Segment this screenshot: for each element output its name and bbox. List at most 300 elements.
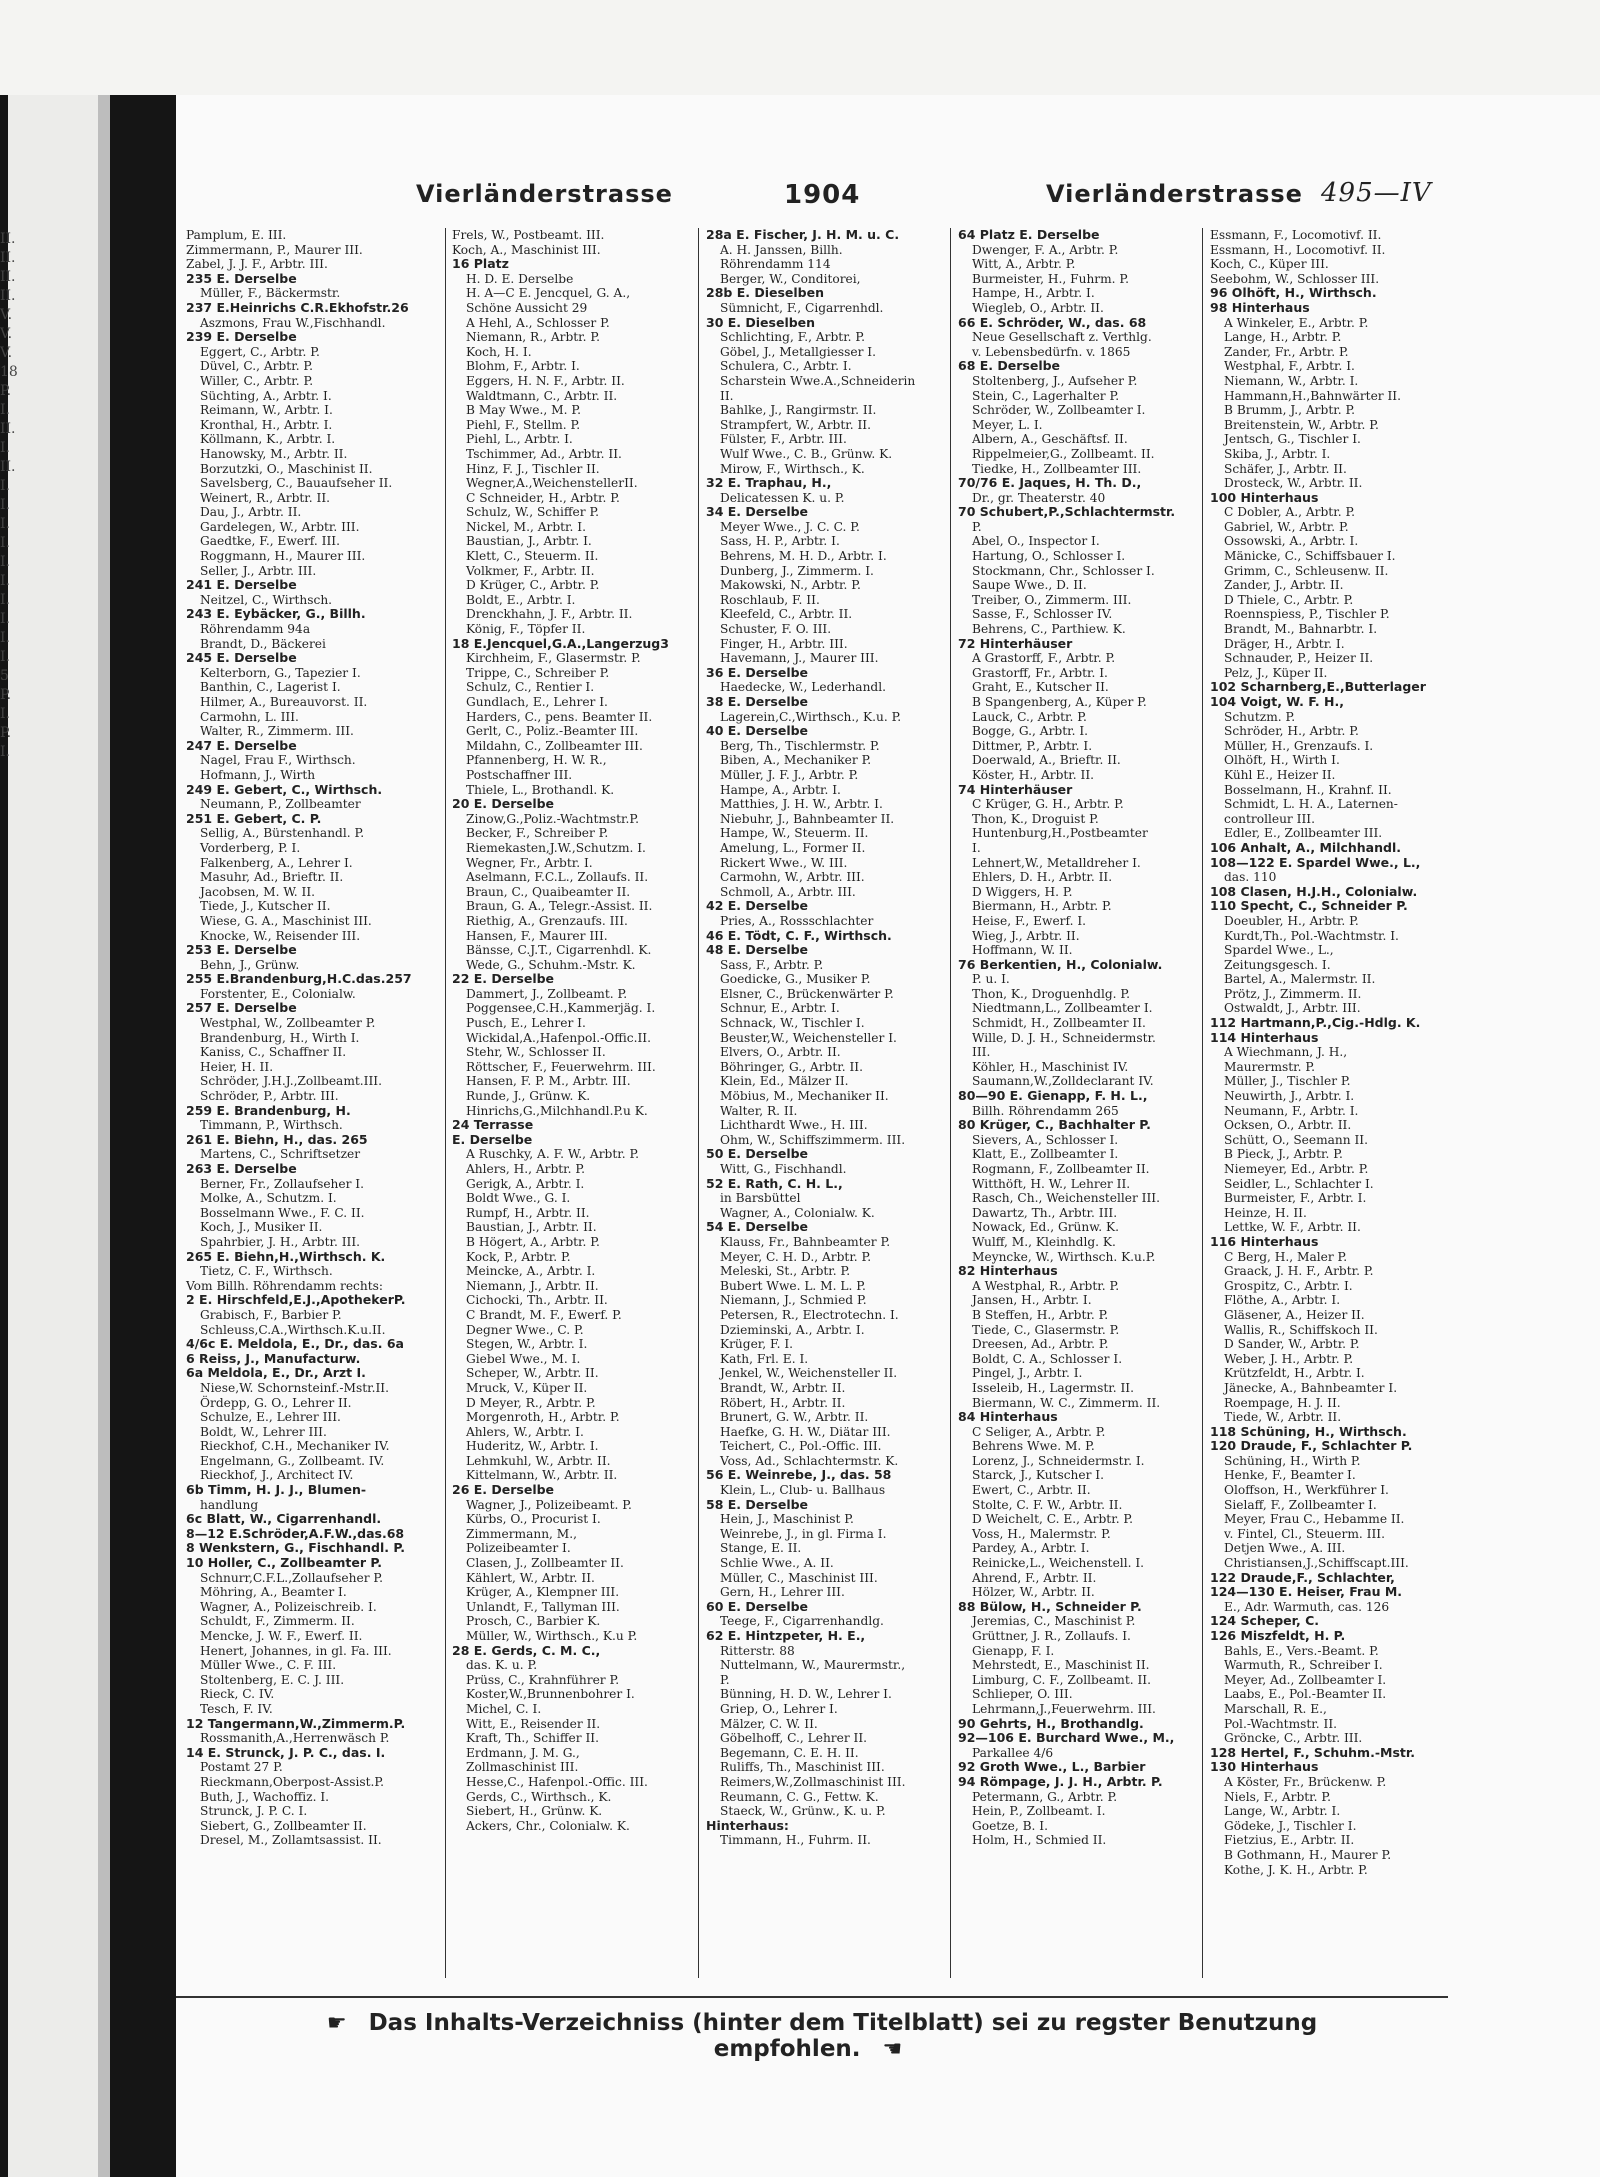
margin-mark: I. (0, 554, 10, 570)
resident-entry: Burmeister, F., Arbtr. I. (1224, 1191, 1367, 1206)
column-divider (445, 228, 446, 1978)
resident-entry: Bünning, H. D. W., Lehrer I. (720, 1687, 892, 1702)
resident-entry: Behn, J., Grünw. (200, 957, 300, 972)
resident-entry: Haedecke, W., Lederhandl. (720, 680, 886, 695)
resident-entry: Gern, H., Lehrer III. (720, 1585, 845, 1600)
resident-entry: B Gothmann, H., Maurer P. (1224, 1847, 1392, 1862)
address-heading: 34 E. Derselbe (706, 504, 809, 520)
resident-entry: Ewert, C., Arbtr. II. (972, 1483, 1091, 1498)
resident-entry: Grospitz, C., Arbtr. I. (1224, 1278, 1353, 1293)
column-4 (958, 227, 1176, 1978)
resident-entry: Schnack, W., Tischler I. (720, 1016, 865, 1031)
page-header (416, 180, 1436, 214)
resident-entry: Hampe, W., Steuerm. II. (720, 826, 869, 841)
resident-entry: Prosch, C., Barbier K. (466, 1614, 601, 1629)
resident-entry: Wegner,A.,WeichenstellerII. (466, 476, 638, 491)
resident-entry: Walter, R., Zimmerm. III. (200, 724, 354, 739)
pointing-hand-left-icon: ☚ (882, 2037, 903, 2062)
resident-entry: Ocksen, O., Arbtr. II. (1224, 1118, 1352, 1133)
resident-entry: Boldt, C. A., Schlosser I. (972, 1351, 1123, 1366)
resident-entry: das. K. u. P. (466, 1658, 538, 1673)
resident-entry: Lehrmann,J.,Feuerwehrm. III. (972, 1701, 1156, 1716)
address-heading: 100 Hinterhaus (1210, 489, 1319, 505)
resident-entry: Brandt, D., Bäckerei (200, 636, 326, 651)
resident-entry: Wede, G., Schuhm.-Mstr. K. (466, 957, 636, 972)
address-heading: 66 E. Schröder, W., das. 68 (958, 314, 1147, 330)
resident-entry: Molke, A., Schutzm. I. (200, 1191, 337, 1206)
resident-entry: Abel, O., Inspector I. (972, 534, 1100, 549)
address-heading: 14 E. Strunck, J. P. C., das. I. (186, 1744, 386, 1760)
address-heading: 6a Meldola, E., Dr., Arzt I. (186, 1365, 366, 1381)
resident-entry: P. u. I. (972, 972, 1010, 987)
resident-entry: D Wiggers, H. P. (972, 884, 1073, 899)
margin-mark: II. (0, 231, 16, 247)
resident-entry: B Spangenberg, A., Küper P. (972, 695, 1147, 709)
address-heading: 239 E. Derselbe (186, 329, 297, 345)
resident-entry: Kürbs, O., Procurist I. (466, 1512, 601, 1527)
resident-entry: Neumann, P., Zollbeamter (200, 797, 361, 812)
address-heading: 12 Tangermann,W.,Zimmerm.P. (186, 1715, 406, 1731)
resident-entry: Lorenz, J., Schneidermstr. I. (972, 1453, 1145, 1468)
resident-entry: Stegen, W., Arbtr. I. (466, 1337, 588, 1352)
resident-entry: Witt, G., Fischhandl. (720, 1162, 847, 1176)
resident-entry: Martens, C., Schriftsetzer (200, 1147, 361, 1162)
address-heading: 48 E. Derselbe (706, 942, 809, 958)
address-heading: 6 Reiss, J., Manufacturw. (186, 1350, 361, 1366)
resident-entry: Berger, W., Conditorei, (720, 271, 861, 286)
resident-entry: Staeck, W., Grünw., K. u. P. (720, 1804, 886, 1819)
resident-entry: Gardelegen, W., Arbtr. III. (200, 519, 360, 534)
resident-entry: Saumann,W.,Zolldeclarant IV. (972, 1074, 1154, 1089)
resident-entry: Jenkel, W., Weichensteller II. (720, 1366, 898, 1381)
resident-entry: Kühl E., Heizer II. (1224, 767, 1336, 782)
resident-entry: Brandt, W., Arbtr. II. (720, 1380, 846, 1395)
resident-entry: Reinicke,L., Weichenstell. I. (972, 1556, 1145, 1571)
column-divider (1202, 228, 1203, 1978)
resident-entry: Pardey, A., Arbtr. I. (972, 1541, 1090, 1556)
resident-entry: Schnurr,C.F.L.,Zollaufseher P. (200, 1570, 384, 1585)
resident-entry: Berner, Fr., Zollaufseher I. (200, 1176, 364, 1191)
resident-entry: Roempage, H. J. II. (1224, 1395, 1341, 1410)
address-heading: 58 E. Derselbe (706, 1496, 809, 1512)
resident-entry: Hesse,C., Hafenpol.-Offic. III. (466, 1774, 648, 1789)
resident-entry: Elvers, O., Arbtr. II. (720, 1045, 841, 1060)
resident-entry: Voss, H., Malermstr. P. (972, 1526, 1111, 1541)
resident-entry: Drosteck, W., Arbtr. II. (1224, 476, 1363, 491)
resident-entry: A Westphal, R., Arbtr. P. (972, 1278, 1120, 1293)
resident-entry: Breitenstein, W., Arbtr. P. (1224, 417, 1379, 432)
resident-entry: Köhler, H., Maschinist IV. (972, 1059, 1129, 1074)
resident-entry: C Dobler, A., Arbtr. P. (1224, 505, 1356, 520)
resident-entry: Stoltenberg, J., Aufseher P. (972, 373, 1138, 388)
resident-entry: Aszmons, Frau W.,Fischhandl. (200, 315, 386, 330)
resident-entry: Lehnert,W., Metalldreher I. (972, 855, 1141, 870)
address-heading: 30 E. Dieselben (706, 314, 816, 330)
resident-entry: Borzutzki, O., Maschinist II. (200, 461, 373, 476)
resident-entry: Jeremias, C., Maschinist P. (972, 1614, 1136, 1629)
resident-entry: Petersen, R., Electrotechn. I. (720, 1307, 899, 1322)
resident-entry: Hinz, F. J., Tischler II. (466, 461, 600, 476)
resident-entry: Bahlke, J., Rangirmstr. II. (720, 403, 877, 418)
address-heading: 96 Olhöft, H., Wirthsch. (1210, 285, 1377, 301)
address-heading: 40 E. Derselbe (706, 723, 809, 739)
resident-entry: Müller, F., Bäckermstr. (200, 286, 341, 301)
margin-mark: I. (0, 516, 10, 532)
resident-entry: Riemekasten,J.W.,Schutzm. I. (466, 840, 646, 855)
resident-entry: P. (972, 519, 982, 534)
resident-entry: Reimann, W., Arbtr. I. (200, 403, 333, 418)
resident-entry: Braun, G. A., Telegr.-Assist. II. (466, 899, 653, 914)
resident-entry: Wallis, R., Schiffskoch II. (1224, 1322, 1378, 1337)
resident-entry: Koch, J., Musiker II. (200, 1220, 323, 1235)
resident-entry: Strampfert, W., Arbtr. II. (720, 417, 871, 432)
resident-entry: Harders, C., pens. Beamter II. (466, 709, 653, 724)
resident-entry: Carmohn, L. III. (200, 709, 299, 724)
resident-entry: Teege, F., Cigarrenhandlg. (720, 1614, 884, 1629)
resident-entry: Biermann, H., Arbtr. P. (972, 899, 1112, 914)
resident-entry: Huntenburg,H.,Postbeamter (972, 826, 1148, 841)
resident-entry: Seebohm, W., Schlosser III. (1210, 271, 1380, 286)
resident-entry: Ahlers, W., Arbtr. I. (466, 1424, 584, 1439)
resident-entry: Pusch, E., Lehrer I. (466, 1016, 586, 1031)
resident-entry: Seidler, L., Schlachter I. (1224, 1176, 1374, 1191)
resident-entry: Schüning, H., Wirth P. (1224, 1453, 1361, 1468)
resident-entry: Thon, K., Droguist P. (972, 811, 1099, 826)
resident-entry: Poggensee,C.H.,Kammerjäg. I. (466, 1001, 656, 1016)
address-heading: 74 Hinterhäuser (958, 781, 1073, 797)
address-heading: 243 E. Eybäcker, G., Billh. (186, 606, 366, 622)
resident-entry: Christiansen,J.,Schiffscapt.III. (1224, 1556, 1409, 1571)
address-heading: 102 Scharnberg,E.,Butterlager (1210, 679, 1426, 695)
resident-entry: Neue Gesellschaft z. Verthlg. (972, 330, 1152, 345)
resident-entry: Burmeister, H., Fuhrm. P. (972, 271, 1130, 286)
resident-entry: Möhring, A., Beamter I. (200, 1585, 347, 1600)
resident-entry: Beuster,W., Weichensteller I. (720, 1030, 897, 1045)
margin-mark: II. (0, 250, 16, 266)
resident-entry: Wagner, A., Polizeischreib. I. (200, 1599, 377, 1614)
resident-entry: Tesch, F. IV. (200, 1701, 273, 1716)
address-heading: 124 Scheper, C. (1210, 1613, 1320, 1629)
resident-entry: das. 110 (1224, 870, 1277, 885)
resident-entry: Postschaffner III. (466, 767, 573, 782)
resident-entry: Düvel, C., Arbtr. P. (200, 359, 314, 374)
resident-entry: Schulz, W., Schiffer P. (466, 505, 600, 520)
resident-entry: Baustian, J., Arbtr. II. (466, 1220, 597, 1235)
address-heading: 84 Hinterhaus (958, 1409, 1058, 1425)
resident-entry: Grimm, C., Schleusenw. II. (1224, 563, 1389, 578)
resident-entry: Gaedtke, F., Ewerf. III. (200, 534, 340, 549)
resident-entry: Weinert, R., Arbtr. II. (200, 490, 331, 505)
address-heading: 42 E. Derselbe (706, 898, 809, 914)
address-heading: 253 E. Derselbe (186, 942, 297, 958)
resident-entry: Griep, O., Lehrer I. (720, 1701, 838, 1716)
address-heading: 263 E. Derselbe (186, 1161, 297, 1176)
resident-entry: Edler, E., Zollbeamter III. (1224, 826, 1383, 841)
resident-entry: Isseleib, H., Lagermstr. II. (972, 1380, 1134, 1395)
resident-entry: Bartel, A., Malermstr. II. (1224, 972, 1376, 987)
resident-entry: Hölzer, W., Arbtr. II. (972, 1585, 1095, 1600)
resident-entry: D Thiele, C., Arbtr. P. (1224, 592, 1354, 607)
resident-entry: Nowack, Ed., Grünw. K. (972, 1220, 1119, 1235)
resident-entry: D Weichelt, C. E., Arbtr. P. (972, 1512, 1134, 1527)
resident-entry: Boldt Wwe., G. I. (466, 1191, 571, 1206)
resident-entry: Jansen, H., Arbtr. I. (972, 1293, 1092, 1308)
resident-entry: Billh. Röhrendamm 265 (972, 1103, 1119, 1118)
resident-entry: Scheper, W., Arbtr. II. (466, 1366, 599, 1381)
resident-entry: Degner Wwe., C. P. (466, 1322, 584, 1337)
resident-entry: Lichthardt Wwe., H. III. (720, 1118, 868, 1133)
resident-entry: Dräger, H., Arbtr. I. (1224, 636, 1345, 651)
resident-entry: Hansen, F. P. M., Arbtr. III. (466, 1074, 631, 1089)
resident-entry: Meyer, Ad., Zollbeamter I. (1224, 1672, 1387, 1687)
margin-mark: I. (0, 478, 10, 494)
resident-entry: Wickidal,A.,Hafenpol.-Offic.II. (466, 1030, 651, 1045)
margin-mark: 18 (0, 364, 18, 380)
resident-entry: Klein, L., Club- u. Ballhaus (720, 1483, 886, 1498)
resident-entry: Waldtmann, C., Arbtr. II. (466, 388, 618, 403)
resident-entry: Tschimmer, Ad., Arbtr. II. (466, 446, 622, 461)
resident-entry: Dresel, M., Zollamtsassist. II. (200, 1833, 382, 1848)
address-heading: 22 E. Derselbe (452, 971, 555, 987)
resident-entry: Matthies, J. H. W., Arbtr. I. (720, 797, 883, 812)
resident-entry: Rieckhof, C.H., Mechaniker IV. (200, 1439, 390, 1454)
resident-entry: Gabriel, W., Arbtr. P. (1224, 519, 1349, 534)
resident-entry: Huderitz, W., Arbtr. I. (466, 1439, 599, 1454)
left-page-edge (8, 95, 98, 2177)
resident-entry: Rieckhof, J., Architect IV. (200, 1468, 354, 1483)
address-heading: E. Derselbe (452, 1131, 533, 1147)
address-heading: 114 Hinterhaus (1210, 1029, 1319, 1045)
address-heading: 235 E. Derselbe (186, 270, 297, 286)
resident-entry: Siebert, H., Grünw. K. (466, 1804, 603, 1819)
resident-entry: Stoltenberg, E. C. J. III. (200, 1672, 345, 1687)
address-heading: 108—122 E. Spardel Wwe., L., (1210, 854, 1421, 870)
resident-entry: handlung (200, 1497, 259, 1512)
resident-entry: Mruck, V., Küper II. (466, 1380, 588, 1395)
resident-entry: Riethig, A., Grenzaufs. III. (466, 913, 628, 928)
resident-entry: Stockmann, Chr., Schlosser I. (972, 563, 1155, 578)
resident-entry: Röhrendamm 114 (720, 257, 831, 272)
resident-entry: Kelterborn, G., Tapezier I. (200, 665, 361, 680)
resident-entry: Schlie Wwe., A. II. (720, 1556, 834, 1571)
resident-entry: Lange, H., Arbtr. P. (1224, 330, 1342, 345)
resident-entry: D Sander, W., Arbtr. P. (1224, 1337, 1360, 1352)
resident-entry: Koch, A., Maschinist III. (452, 242, 601, 257)
resident-entry: Banthin, C., Lagerist I. (200, 680, 341, 695)
margin-mark: I. (0, 497, 10, 513)
resident-entry: Hanowsky, M., Arbtr. II. (200, 446, 348, 461)
resident-entry: Klein, Ed., Mälzer II. (720, 1074, 849, 1089)
margin-mark: V. (0, 345, 13, 361)
resident-entry: Ostwaldt, J., Arbtr. III. (1224, 1001, 1361, 1016)
resident-entry: in Barsbüttel (720, 1191, 801, 1206)
resident-entry: Roggmann, H., Maurer III. (200, 549, 366, 564)
resident-entry: Hampe, A., Arbtr. I. (720, 782, 841, 797)
resident-entry: Witthöft, H. W., Lehrer II. (972, 1176, 1131, 1191)
resident-entry: Mälzer, C. W. II. (720, 1716, 818, 1731)
address-heading: 70/76 E. Jaques, H. Th. D., (958, 475, 1142, 491)
resident-entry: Kählert, W., Arbtr. II. (466, 1570, 595, 1585)
address-heading: 255 E.Brandenburg,H.C.das.257 (186, 971, 412, 987)
resident-entry: Sasse, F., Schlosser IV. (972, 607, 1113, 622)
resident-entry: Brandenburg, H., Wirth I. (200, 1030, 360, 1045)
margin-mark: II. (0, 421, 16, 437)
resident-entry: Teichert, C., Pol.-Offic. III. (720, 1439, 882, 1454)
resident-entry: Vom Billh. Röhrendamm rechts: (186, 1278, 383, 1293)
resident-entry: Roschlaub, F. II. (720, 592, 820, 607)
resident-entry: Brandt, M., Bahnarbtr. I. (1224, 622, 1378, 637)
resident-entry: Niedtmann,L., Zollbeamter I. (972, 1001, 1153, 1016)
address-heading: 120 Draude, F., Schlachter P. (1210, 1438, 1413, 1454)
resident-entry: Reimers,W.,Zollmaschinist III. (720, 1774, 906, 1789)
resident-entry: Walter, R. II. (720, 1103, 798, 1118)
address-heading: 56 E. Weinrebe, J., das. 58 (706, 1467, 892, 1483)
resident-entry: Becker, F., Schreiber P. (466, 826, 609, 841)
resident-entry: Kaniss, C., Schaffner II. (200, 1045, 347, 1060)
resident-entry: Holm, H., Schmied II. (972, 1833, 1107, 1848)
address-heading: 46 E. Tödt, C. F., Wirthsch. (706, 927, 892, 943)
resident-entry: Polizeibeamter I. (466, 1541, 571, 1556)
resident-entry: Klatt, E., Zollbeamter I. (972, 1147, 1119, 1162)
resident-entry: Müller, C., Maschinist III. (720, 1570, 878, 1585)
resident-entry: C Schneider, H., Arbtr. P. (466, 490, 620, 505)
address-heading: 106 Anhalt, A., Milchhandl. (1210, 839, 1401, 855)
resident-entry: Nuttelmann, W., Maurermstr., (720, 1658, 906, 1673)
resident-entry: Berg, Th., Tischlermstr. P. (720, 738, 880, 753)
resident-entry: Rickert Wwe., W. III. (720, 855, 848, 870)
resident-entry: Meincke, A., Arbtr. I. (466, 1264, 596, 1279)
resident-entry: Kath, Frl. E. I. (720, 1351, 809, 1366)
resident-entry: Willer, C., Arbtr. P. (200, 373, 314, 388)
resident-entry: Haefke, G. H. W., Diätar III. (720, 1424, 891, 1439)
resident-entry: Schnauder, P., Heizer II. (1224, 651, 1374, 666)
address-heading: Hinterhaus: (706, 1817, 789, 1833)
resident-entry: Grastorff, Fr., Arbtr. I. (972, 665, 1108, 680)
resident-entry: Mänicke, C., Schiffsbauer I. (1224, 549, 1396, 564)
resident-entry: Jentsch, G., Tischler I. (1224, 432, 1361, 447)
resident-entry: Laabs, E., Pol.-Beamter II. (1224, 1687, 1387, 1702)
resident-entry: Essmann, H., Locomotivf. II. (1210, 242, 1386, 257)
resident-entry: Pamplum, E. III. (186, 228, 287, 242)
resident-entry: Rumpf, H., Arbtr. II. (466, 1205, 590, 1220)
resident-entry: Dr., gr. Theaterstr. 40 (972, 490, 1106, 505)
resident-entry: Brunert, G. W., Arbtr. II. (720, 1410, 869, 1425)
resident-entry: Schmoll, A., Arbtr. III. (720, 884, 856, 899)
resident-entry: Kurdt,Th., Pol.-Wachtmstr. I. (1224, 928, 1399, 943)
resident-entry: Pelz, J., Küper II. (1224, 665, 1328, 680)
resident-entry: Röhrendamm 94a (200, 622, 311, 637)
resident-entry: Göbelhoff, C., Lehrer II. (720, 1731, 868, 1746)
resident-entry: Starck, J., Kutscher I. (972, 1468, 1104, 1483)
column-3 (706, 227, 916, 1978)
resident-entry: Zimmermann, M., (466, 1526, 578, 1541)
resident-entry: D Meyer, R., Arbtr. P. (466, 1395, 596, 1410)
resident-entry: B Högert, A., Arbtr. P. (466, 1234, 600, 1249)
resident-entry: Tiede, C., Glasermstr. P. (972, 1322, 1120, 1337)
resident-entry: Neumann, F., Arbtr. I. (1224, 1103, 1359, 1118)
resident-entry: Mildahn, C., Zollbeamter III. (466, 738, 643, 753)
resident-entry: Spardel Wwe., L., (1224, 943, 1334, 958)
resident-entry: Wagner, A., Colonialw. K. (720, 1205, 875, 1220)
resident-entry: II. (720, 388, 734, 403)
resident-entry: Koch, C., Küper III. (1210, 257, 1329, 272)
resident-entry: Albern, A., Geschäftsf. II. (972, 432, 1128, 447)
address-heading: 6c Blatt, W., Cigarrenhandl. (186, 1511, 382, 1527)
resident-entry: Zollmaschinist III. (466, 1760, 579, 1775)
address-heading: 18 E.Jencquel,G.A.,Langerzug3 (452, 635, 669, 651)
resident-entry: Bubert Wwe. L. M. L. P. (720, 1278, 866, 1293)
resident-entry: Hansen, F., Maurer III. (466, 928, 608, 943)
resident-entry: Gödeke, J., Tischler I. (1224, 1818, 1357, 1833)
resident-entry: Gerigk, A., Arbtr. I. (466, 1176, 585, 1191)
resident-entry: Piehl, F., Stellm. P. (466, 417, 581, 432)
address-heading: 6b Timm, H. J. J., Blumen- (186, 1482, 367, 1498)
resident-entry: Prüss, C., Krahnführer P. (466, 1672, 620, 1687)
resident-entry: Lagerein,C.,Wirthsch., K.u. P. (720, 709, 902, 724)
resident-entry: Sielaff, F., Zollbeamter I. (1224, 1497, 1377, 1512)
resident-entry: Röttscher, F., Feuerwehrm. III. (466, 1059, 656, 1074)
resident-entry: Sievers, A., Schlosser I. (972, 1132, 1119, 1147)
resident-entry: Westphal, W., Zollbeamter P. (200, 1016, 376, 1031)
resident-entry: Blohm, F., Arbtr. I. (466, 359, 580, 374)
address-heading: 88 Bülow, H., Schneider P. (958, 1598, 1142, 1614)
resident-entry: Elsner, C., Brückenwärter P. (720, 986, 894, 1001)
address-heading: 237 E.Heinrichs C.R.Ekhofstr.26 (186, 299, 409, 315)
address-heading: 68 E. Derselbe (958, 358, 1061, 374)
resident-entry: Schröder, J.H.J.,Zollbeamt.III. (200, 1074, 382, 1089)
resident-entry: Havemann, J., Maurer III. (720, 651, 879, 666)
resident-entry: Doerwald, A., Brieftr. II. (972, 753, 1121, 768)
margin-mark: 5 (0, 668, 9, 684)
resident-entry: Zander, Fr., Arbtr. P. (1224, 344, 1349, 359)
margin-mark: I. (0, 440, 10, 456)
resident-entry: Makowski, N., Arbtr. P. (720, 578, 861, 593)
resident-entry: Meyer, C. H. D., Arbtr. P. (720, 1249, 872, 1264)
resident-entry: Engelmann, G., Zollbeamt. IV. (200, 1453, 385, 1468)
margin-mark: I. (0, 592, 10, 608)
resident-entry: Ördepp, G. O., Lehrer II. (200, 1395, 352, 1410)
resident-entry: Flöthe, A., Arbtr. I. (1224, 1293, 1341, 1308)
resident-entry: Krüger, A., Klempner III. (466, 1585, 620, 1600)
resident-entry: Kock, P., Arbtr. P. (466, 1249, 571, 1264)
resident-entry: Saupe Wwe., D. II. (972, 578, 1087, 593)
address-heading: 28 E. Gerds, C. M. C., (452, 1642, 601, 1658)
resident-entry: Meyncke, W., Wirthsch. K.u.P. (972, 1249, 1156, 1264)
resident-entry: Bogge, G., Arbtr. I. (972, 724, 1089, 739)
address-heading: 2 E. Hirschfeld,E.J.,ApothekerP. (186, 1292, 406, 1308)
resident-entry: C Krüger, G. H., Arbtr. P. (972, 797, 1124, 812)
resident-entry: Lauck, C., Arbtr. P. (972, 709, 1087, 724)
resident-entry: Schlieper, O. III. (972, 1687, 1073, 1702)
address-heading: 94 Römpage, J. J. H., Arbtr. P. (958, 1773, 1163, 1789)
resident-entry: Wiegleb, O., Arbtr. II. (972, 300, 1104, 315)
address-heading: 60 E. Derselbe (706, 1598, 809, 1614)
resident-entry: Schütt, O., Seemann II. (1224, 1132, 1368, 1147)
resident-entry: P. (720, 1672, 730, 1687)
resident-entry: A Wiechmann, J. H., (1224, 1045, 1348, 1060)
resident-entry: Kothe, J. K. H., Arbtr. P. (1224, 1862, 1368, 1877)
resident-entry: Oloffson, H., Werkführer I. (1224, 1483, 1389, 1498)
resident-entry: Zeitungsgesch. I. (1224, 957, 1331, 972)
address-heading: 36 E. Derselbe (706, 664, 809, 680)
left-margin-marks (0, 230, 18, 762)
address-heading: 104 Voigt, W. F. H., (1210, 694, 1344, 709)
resident-entry: Pingel, J., Arbtr. I. (972, 1366, 1083, 1381)
resident-entry: Wulff, M., Kleinhdlg. K. (972, 1234, 1116, 1249)
resident-entry: Schulze, E., Lehrer III. (200, 1410, 341, 1425)
resident-entry: Strunck, J. P. C. I. (200, 1804, 308, 1819)
resident-entry: Ruliffs, Th., Maschinist III. (720, 1760, 885, 1775)
